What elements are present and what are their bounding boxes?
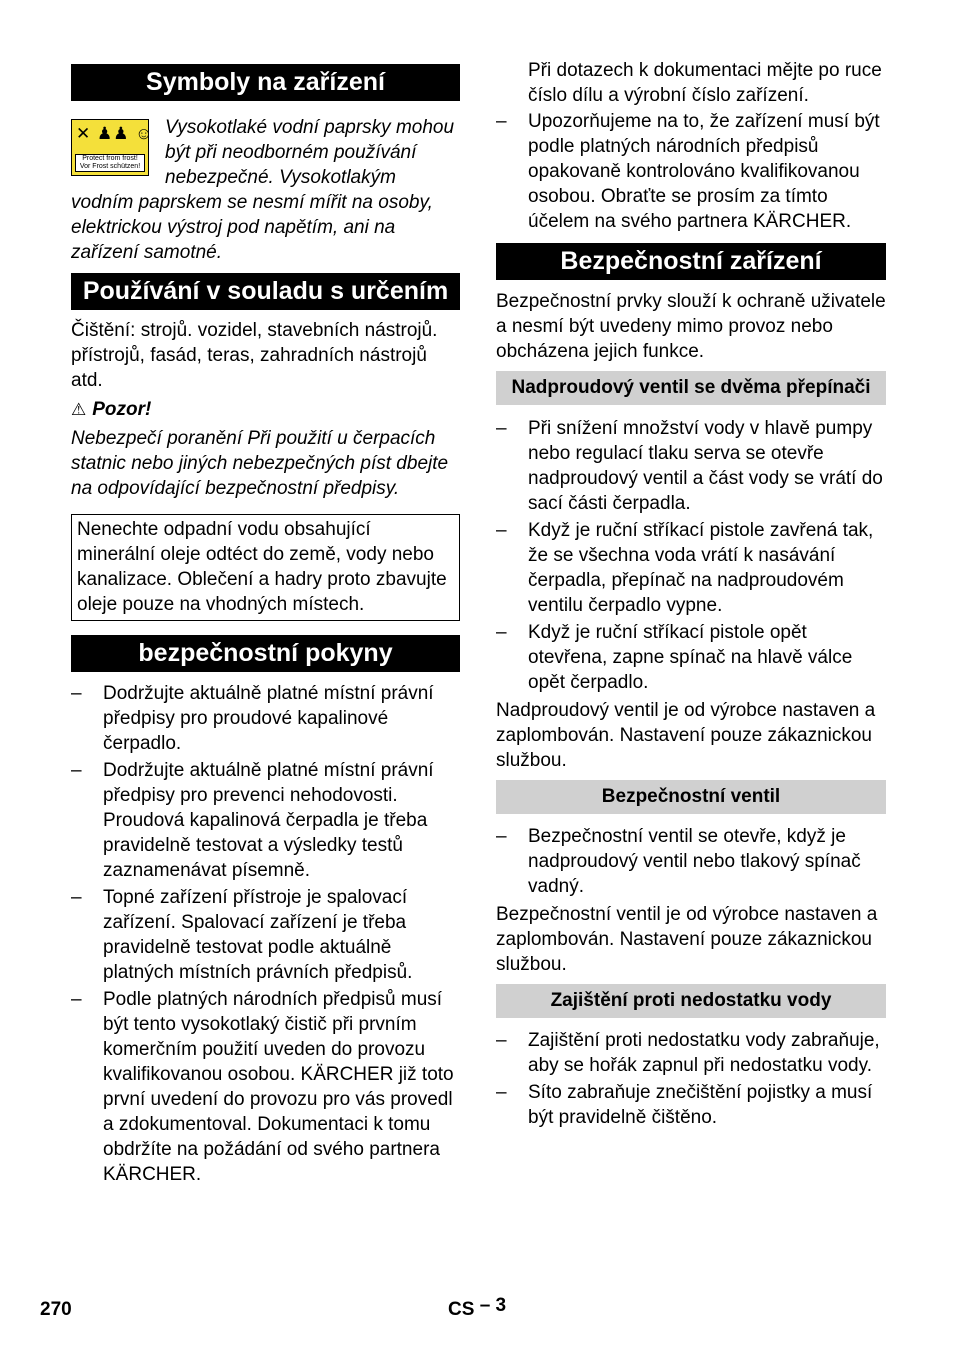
caution-text: Nebezpečí poranění Při použití u čerpacích statnic nebo jiných nebezpečných píst dbejte na odpovídající bezpečnostní předpisy. [71,428,449,499]
left-column [71,58,460,1187]
overflow-valve-note: Nadproudový ventil je od výrobce nastaven a zaplombován. Nastavení pouze zákaznickou službou. [496,700,876,771]
safety-list [71,681,460,1187]
intended-use-heading: Používání v souladu s určením [71,273,460,310]
language-label: CS [448,1299,475,1320]
page-language-marker [448,1297,506,1322]
caution-heading [71,397,460,422]
overflow-valve-heading: Nadproudový ventil se dvěma přepínači [496,371,886,405]
list-item: – Síto zabraňuje znečištění pojistky a musí být pravidelně čištěno. [496,1082,873,1128]
page-number: 270 [40,1299,72,1320]
continuation-list [496,109,886,234]
safety-devices-text: Bezpečnostní prvky slouží k ochraně uživatele a nesmí být uvedeny mimo provoz nebo obcházena jejich funkce. [496,291,886,362]
environment-note-text: Nenechte odpadní vodu obsahující minerální oleje odtéct do země, vody nebo kanalizace. Oblečení a hadry proto zbavujte oleje pouze na vhodných místech. [77,519,447,615]
water-shortage-list [496,1028,886,1130]
list-item: – Dodržujte aktuálně platné místní právní předpisy pro proudové kapalinové čerpadlo. [71,683,434,754]
list-item: – Při snížení množství vody v hlavě pumpy nebo regulací tlaku serva se otevře nadproudový ventil a část vody se vrátí do sací části čerpadla. [496,418,883,514]
list-item: – Když je ruční stříkací pistole zavřená tak, že se všechna voda vrátí k nasávání čerpadla, přepínač na nadproudovém ventilu čerpadlo vypne. [496,520,874,616]
jet-prohibited-icon: ✕ ♟♟ ☺ [76,124,154,143]
continuation-text: Při dotazech k dokumentaci mějte po ruce číslo dílu a výrobní číslo zařízení. [528,60,882,106]
frost-label-line1: Protect from frost! [82,155,138,162]
list-item: – Topné zařízení přístroje je spalovací zařízení. Spalovací zařízení je třeba pravidelně testovat podle aktuálně platných místních právních předpisů. [71,887,413,983]
warning-symbol-jet-icon [71,119,154,176]
list-item: – Dodržujte aktuálně platné místní právní předpisy pro prevenci nehodovosti. Proudová kapalinová čerpadla je třeba pravidelně testovat a výsledky testů zaznamenávat písemně. [71,760,434,881]
overflow-valve-list [496,416,886,695]
list-item: – Když je ruční stříkací pistole opět otevřena, zapne spínač na hlavě válce opět čerpadlo. [496,622,853,693]
warning-triangle-icon: ⚠ [71,400,87,419]
safety-valve-heading: Bezpečnostní ventil [496,780,886,814]
list-item: – Podle platných národních předpisů musí být tento vysokotlaký čistič při prvním komerčním použití uveden do provozu kvalifikovanou osobou. KÄRCHER již toto první uvedení do provozu pro vás provedl a zdokumentoval. Dokumentaci k tomu obdržíte na požádání od svého partnera KÄRCHER. [71,989,454,1185]
safety-valve-list [496,824,886,899]
section-page: – 3 [479,1295,507,1316]
list-item: – Bezpečnostní ventil se otevře, když je nadproudový ventil nebo tlakový spínač vadný. [496,826,861,897]
frost-label-line2: Vor Frost schützen! [79,163,141,170]
symbols-block [71,115,460,265]
caution-label: Pozor! [92,399,152,420]
safety-valve-note: Bezpečnostní ventil je od výrobce nastaven a zaplombován. Nastavení pouze zákaznickou službou. [496,904,878,975]
intended-use-text: Čištění: strojů. vozidel, stavebních nástrojů. přístrojů, fasád, teras, zahradních nástrojů atd. [71,320,438,391]
right-column [496,58,886,1130]
symbols-heading: Symboly na zařízení [71,64,460,101]
list-item: – Zajištění proti nedostatku vody zabraňuje, aby se hořák zapnul při nedostatku vody. [496,1030,880,1076]
frost-label [75,154,145,172]
symbols-text: Vysokotlaké vodní paprsky mohou být při neodborném používání nebezpečné. Vysokotlakým vodním paprskem se nesmí mířit na osoby, elektrickou výstroj pod napětím, ani na zařízení samotné. [71,117,455,263]
environment-note-box [71,514,460,621]
safety-heading: bezpečnostní pokyny [71,635,460,672]
safety-devices-heading: Bezpečnostní zařízení [496,243,886,280]
list-item: – Upozorňujeme na to, že zařízení musí být podle platných národních předpisů opakovaně kontrolováno kvalifikovanou osobou. Obraťte se prosím za tímto účelem na svého partnera KÄRCHER. [496,111,880,232]
water-shortage-heading: Zajištění proti nedostatku vody [496,984,886,1018]
